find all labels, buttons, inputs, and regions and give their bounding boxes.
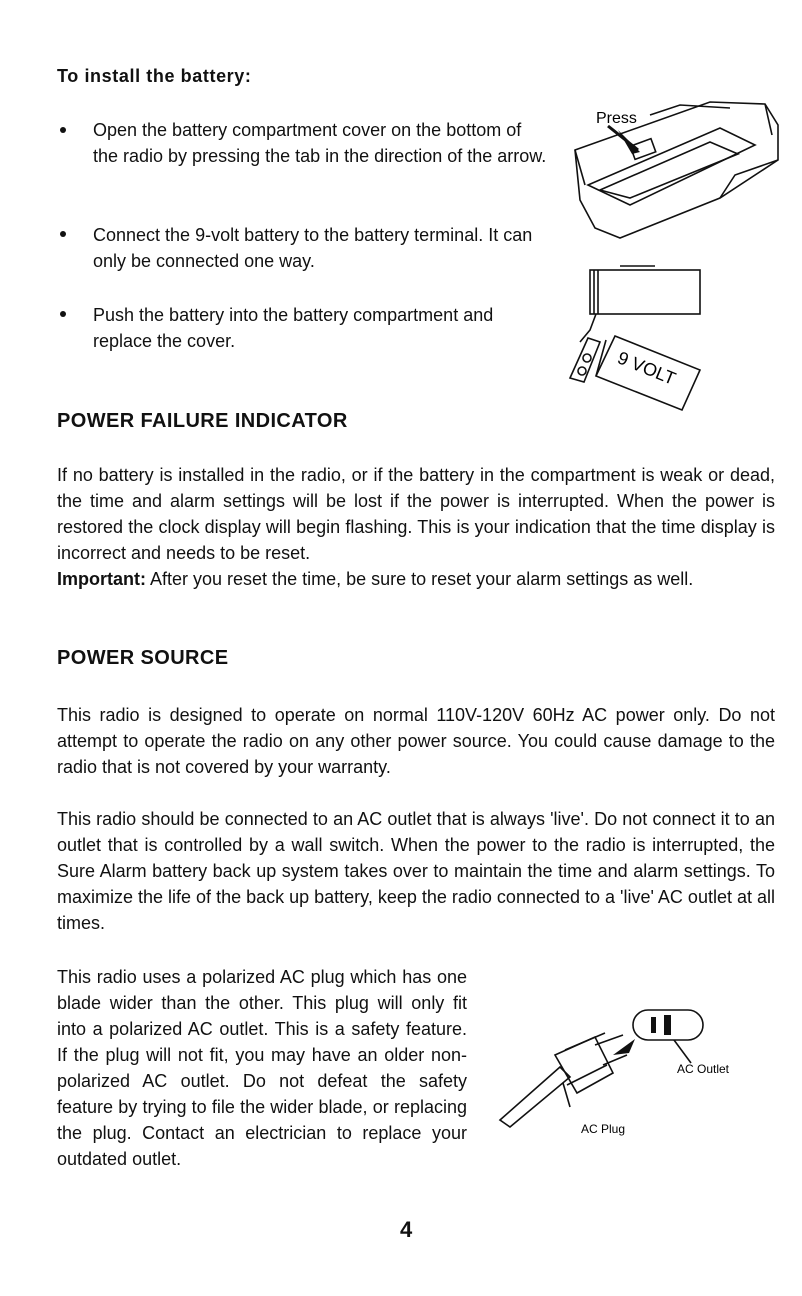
important-label: Important: [57,569,146,589]
ac-outlet-label: AC Outlet [677,1062,730,1076]
battery-compartment-illustration [560,90,785,245]
nine-volt-label: 9 VOLT [614,347,679,389]
power-source-para-2: This radio should be connected to an AC outlet that is always 'live'. Do not connect it to an outlet that is controlled by a wall switch. When the power to the radio is interrupted, the Sure Alarm battery back up system takes over to maintain the time and alarm settings. To maximize the life of the back up battery, keep the radio connected to a 'live' AC outlet at all times. [57,809,775,933]
bullet-dot [60,127,66,133]
page-number: 4 [400,1217,413,1242]
power-failure-heading: POWER FAILURE INDICATOR [57,410,348,432]
power-source-para-1: This radio is designed to operate on normal 110V-120V 60Hz AC power only. Do not attempt to operate the radio on any other power source. You could cause damage to the radio that is not covered by your warranty. [57,705,775,777]
important-text: After you reset the time, be sure to reset your alarm settings as well. [146,569,694,589]
bullet-dot [60,311,66,317]
power-source-para-3: This radio uses a polarized AC plug which has one blade wider than the other. This plug will only fit into a polarized AC outlet. This is a safety feature. If the plug will not fit, you may have an older non-polarized AC outlet. Do not defeat the safety feature by trying to file the wider blade, or replacing the plug. Contact an electrician to replace your outdated outlet. [57,967,467,1169]
power-failure-text: If no battery is installed in the radio, or if the battery in the compartment is weak or dead, the time and alarm settings will be lost if the power is interrupted. When the power is restored the clock display will begin flashing. This is your indication that the time display is incorrect and needs to be reset. [57,465,775,563]
install-bullet-2: Connect the 9-volt battery to the battery terminal. It can only be connected one way. [93,225,533,271]
power-source-heading: POWER SOURCE [57,647,229,669]
install-heading: To install the battery: [57,66,252,86]
install-bullet-3: Push the battery into the battery compartment and replace the cover. [93,305,494,351]
press-label: Press [596,110,637,127]
ac-plug-outlet-illustration [495,995,755,1145]
bullet-dot [60,231,66,237]
ac-plug-label: AC Plug [581,1122,626,1136]
power-failure-body [57,462,775,592]
install-bullet-1: Open the battery compartment cover on the bottom of the radio by pressing the tab in the direction of the arrow. [93,120,547,166]
nine-volt-battery-illustration [560,258,710,418]
